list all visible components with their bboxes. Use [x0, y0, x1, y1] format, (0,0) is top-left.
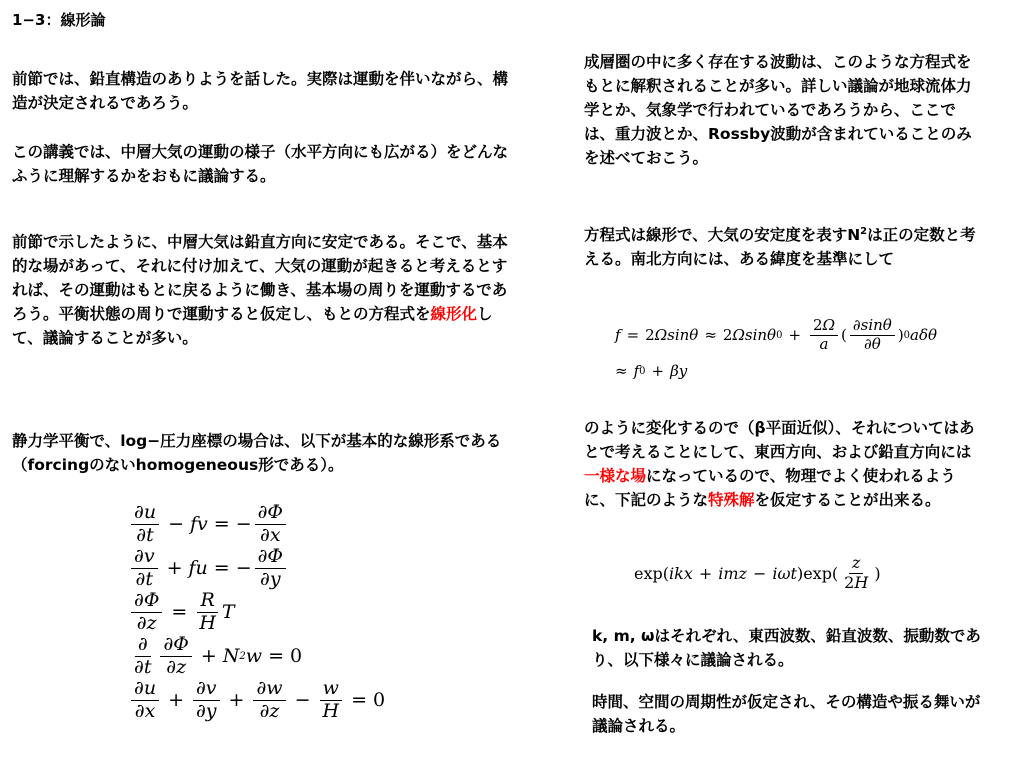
- right-paragraph-2: [584, 220, 982, 271]
- right-p2-text-a: 方程式は線形で、大気の安定度を表すN: [584, 226, 861, 245]
- right-paragraph-5: 時間、空間の周期性が仮定され、その構造や振る舞いが議論される。: [592, 693, 981, 735]
- left-paragraph-3: [12, 230, 512, 350]
- equation-v-momentum: $\frac{\partial v}{\partial t}$ + fu = − $\frac{\partial\Phi}{\partial y}$: [128, 546, 385, 590]
- left-paragraph-4: 静力学平衡で、log−圧力座標の場合は、以下が基本的な線形系である（forcingのないhomogeneous形である）。: [12, 432, 502, 474]
- left-p3-text-b: して、議論することが多い。: [12, 305, 493, 347]
- coriolis-expansion-equation: f = 2 Ωsinθ ≈ 2 Ωsinθ 0 + $\frac{2\Omega}{a}$ ( $\frac{\partial\sin\theta}{\partial\theta}$ ) 0 aδθ ≈ f 0 + βy: [615, 315, 938, 380]
- right-paragraph-1: 成層圏の中に多く存在する波動は、このような方程式をもとに解釈されることが多い。詳しい議論が地球流体力学とか、気象学で行われているであろうから、ここでは、重力波とか、Rossby波動が含まれていることのみを述べておこう。: [584, 53, 972, 167]
- page-title: 1−3：線形論: [12, 11, 106, 29]
- highlight-uniform-field: 一様な場: [584, 467, 647, 485]
- equation-continuity: $\frac{\partial u}{\partial x}$ + $\frac{\partial v}{\partial y}$ + $\frac{\partial w}{\partial z}$ − $\frac{w}{H}$ = 0: [128, 678, 385, 722]
- right-paragraph-4: k, m, ωはそれぞれ、東西波数、鉛直波数、振動数であり、以下様々に議論される。: [592, 627, 981, 669]
- right-p3-text-b: になっているので、物理でよく使われるように、下記のような: [584, 467, 956, 509]
- wave-solution-equation: exp( ikx + imz − iωt )exp( $\frac{z}{2H}$ ): [634, 552, 881, 592]
- left-paragraph-2: この講義では、中層大気の運動の様子（水平方向にも広がる）をどんなふうに理解するかをおもに議論する。: [12, 143, 509, 185]
- left-p3-text-a: 前節で示したように、中層大気は鉛直方向に安定である。そこで、基本的な場があって、それに付け加えて、大気の運動が起きると考えるとすれば、その運動はもとに戻るように働き、基本場の周りを運動するであろう。平衡状態の周りで運動すると仮定し、もとの方程式を: [12, 233, 508, 323]
- right-p2-text-b: は正の定数と考える。南北方向には、ある緯度を基準にして: [584, 226, 976, 269]
- right-p3-text-a: のように変化するので（β平面近似）、それについてはあとで考えることにして、東西方向、および鉛直方向には: [584, 419, 975, 461]
- highlight-linearization: 線形化: [430, 305, 478, 323]
- highlight-special-solution: 特殊解: [708, 491, 755, 509]
- right-p3-text-c: を仮定することが出来る。: [754, 491, 941, 509]
- linear-system-equations: [128, 502, 385, 722]
- right-paragraph-3: [584, 416, 982, 512]
- equation-u-momentum: $\frac{\partial u}{\partial t}$ − fv = − $\frac{\partial\Phi}{\partial x}$: [128, 502, 385, 546]
- equation-thermodynamic: $\frac{\partial}{\partial t}$ $\frac{\partial\Phi}{\partial z}$ + N 2 w = 0: [134, 632, 303, 678]
- left-paragraph-1: 前節では、鉛直構造のありようを話した。実際は運動を伴いながら、構造が決定されるであろう。: [12, 70, 509, 112]
- equation-hydrostatic: $\frac{\partial\Phi}{\partial z}$ = $\frac{R}{H}$ T: [128, 590, 385, 634]
- n-squared-superscript: 2: [860, 226, 868, 237]
